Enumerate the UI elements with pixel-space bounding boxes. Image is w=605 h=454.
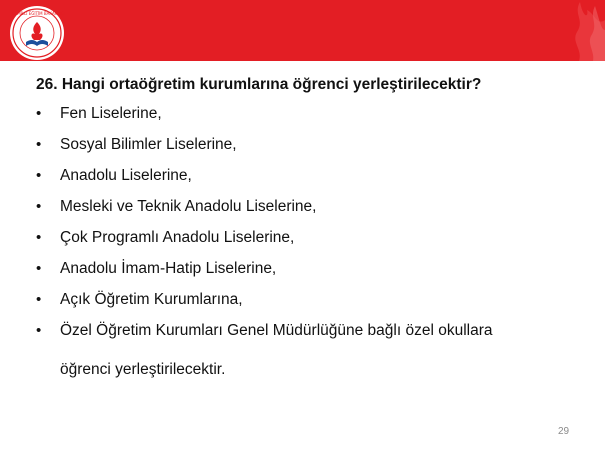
bullet-icon: •: [36, 167, 42, 184]
flame-decoration-icon: [525, 0, 605, 61]
closing-text: öğrenci yerleştirilecektir.: [60, 361, 226, 378]
bullet-list: [36, 104, 570, 352]
list-item-text: Çok Programlı Anadolu Liselerine,: [60, 229, 295, 246]
list-item: [36, 104, 570, 123]
list-item: [36, 290, 570, 309]
list-item-text: Açık Öğretim Kurumlarına,: [60, 291, 243, 308]
list-item: [36, 321, 570, 340]
list-item-text: Özel Öğretim Kurumları Genel Müdürlüğüne bağlı özel okullara: [60, 322, 493, 339]
list-item-text: Anadolu İmam-Hatip Liselerine,: [60, 260, 277, 277]
list-item-text: Mesleki ve Teknik Anadolu Liselerine,: [60, 198, 317, 215]
list-item: [36, 197, 570, 216]
list-item: [36, 166, 570, 185]
bullet-icon: •: [36, 105, 42, 122]
slide-header-banner: [0, 0, 605, 61]
list-item: [36, 259, 570, 278]
list-item-text: Fen Liselerine,: [60, 105, 162, 122]
bullet-icon: •: [36, 229, 42, 246]
bullet-icon: •: [36, 198, 42, 215]
bullet-icon: •: [36, 322, 42, 339]
list-item-text: Anadolu Liselerine,: [60, 167, 192, 184]
list-item: [36, 135, 570, 154]
page-number: 29: [558, 426, 570, 437]
bullet-icon: •: [36, 136, 42, 153]
bullet-icon: •: [36, 291, 42, 308]
list-item-text: Sosyal Bilimler Liselerine,: [60, 136, 237, 153]
list-item: [36, 228, 570, 247]
ministry-logo-icon: [8, 4, 66, 61]
slide-title: 26. Hangi ortaöğretim kurumlarına öğrenci yerleştirilecektir?: [36, 76, 482, 93]
svg-text:T.C. MİLLİ EĞİTİM BAKANLIĞI: T.C. MİLLİ EĞİTİM BAKANLIĞI: [8, 11, 66, 16]
bullet-icon: •: [36, 260, 42, 277]
